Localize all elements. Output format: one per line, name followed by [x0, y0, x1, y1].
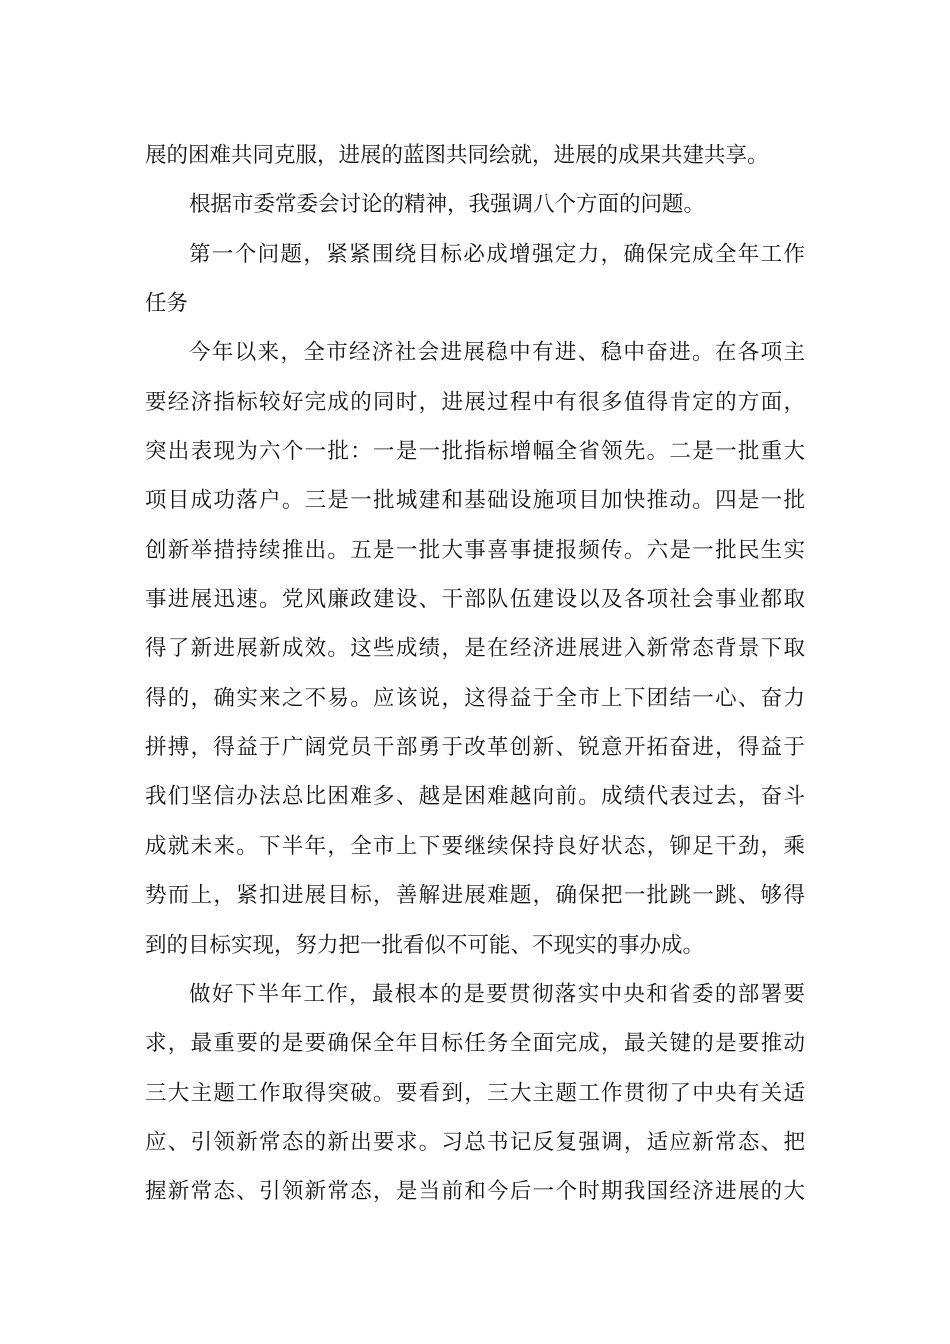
text-line: 要经济指标较好完成的同时，进展过程中有很多值得肯定的方面，	[145, 389, 805, 415]
text-line: 到的目标实现，努力把一批看似不可能、不现实的事办成。	[145, 932, 705, 958]
paragraph-first-line: 今年以来，全市经济社会进展稳中有进、稳中奋进。在各项主	[189, 340, 805, 366]
text-line: 我们坚信办法总比困难多、越是困难越向前。成绩代表过去，奋斗	[145, 784, 805, 810]
heading-line: 第一个问题，紧紧围绕目标必成增强定力，确保完成全年工作	[189, 241, 805, 267]
text-line: 创新举措持续推出。五是一批大事喜事捷报频传。六是一批民生实	[145, 537, 805, 563]
text-line: 事进展迅速。党风廉政建设、干部队伍建设以及各项社会事业都取	[145, 587, 805, 613]
text-line: 求，最重要的是要确保全年目标任务全面完成，最关键的是要推动	[145, 1031, 805, 1057]
paragraph-first-line: 根据市委常委会讨论的精神，我强调八个方面的问题。	[189, 192, 706, 218]
text-line: 势而上，紧扣进展目标，善解进展难题，确保把一批跳一跳、够得	[145, 883, 805, 909]
text-line: 得了新进展新成效。这些成绩，是在经济进展进入新常态背景下取	[145, 636, 805, 662]
text-line: 握新常态、引领新常态，是当前和今后一个时期我国经济进展的大	[145, 1179, 805, 1205]
text-line: 展的困难共同克服，进展的蓝图共同绘就，进展的成果共建共享。	[145, 143, 769, 168]
text-line: 得的，确实来之不易。应该说，这得益于全市上下团结一心、奋力	[145, 685, 805, 711]
text-line: 成就未来。下半年，全市上下要继续保持良好状态，铆足干劲，乘	[145, 833, 805, 859]
text-line: 三大主题工作取得突破。要看到，三大主题工作贯彻了中央有关适	[145, 1080, 805, 1106]
text-line: 拼搏，得益于广阔党员干部勇于改革创新、锐意开拓奋进，得益于	[145, 735, 805, 761]
text-line: 项目成功落户。三是一批城建和基础设施项目加快推动。四是一批	[145, 488, 805, 514]
paragraph-first-line: 做好下半年工作，最根本的是要贯彻落实中央和省委的部署要	[189, 981, 805, 1007]
text-line: 应、引领新常态的新出要求。习总书记反复强调，适应新常态、把	[145, 1129, 805, 1155]
text-line: 突出表现为六个一批：一是一批指标增幅全省领先。二是一批重大	[145, 439, 805, 465]
heading-line: 任务	[145, 291, 189, 317]
document-body	[145, 131, 805, 1217]
